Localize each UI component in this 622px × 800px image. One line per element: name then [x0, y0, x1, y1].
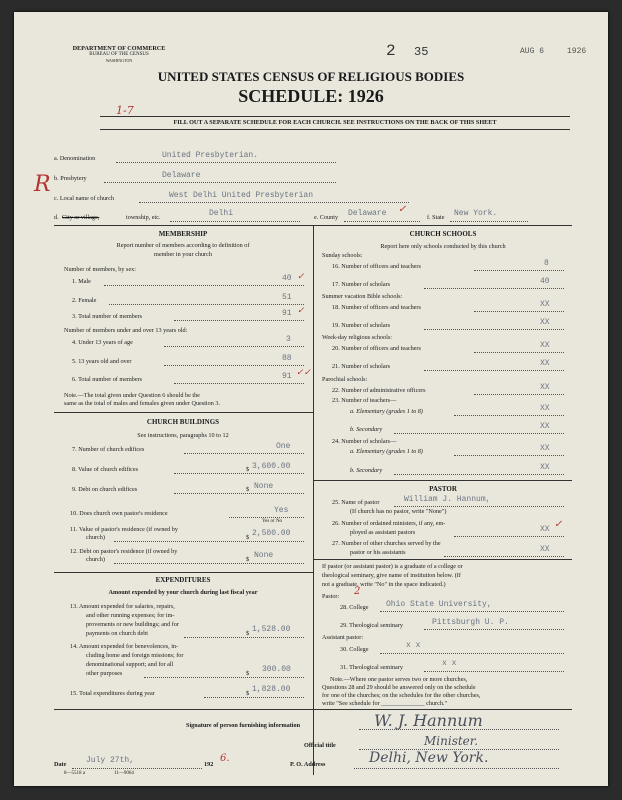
weekday-label: Week-day religious schools: — [322, 334, 392, 341]
denomination-label: a. Denomination — [54, 155, 96, 162]
church-name-value: West Delhi United Presbyterian — [169, 191, 314, 200]
pastor-number: 2 — [354, 586, 361, 597]
stamp-number: 35 — [414, 45, 429, 59]
by-age-label: Number of members under and over 13 years old: — [64, 327, 188, 334]
pastor-note-4: write "See schedule for ______________ church." — [322, 700, 447, 707]
q13-value: 1,528.00 — [252, 625, 291, 634]
presbytery-label: b. Presbytery — [54, 175, 87, 182]
po-address-value: Delhi, New York. — [369, 750, 489, 766]
q13-label-4: payments on church debt — [86, 630, 149, 637]
q7-value: One — [276, 442, 291, 451]
q21-label: 21. Number of scholars — [332, 363, 391, 370]
q31-label: 31. Theological seminary — [340, 664, 403, 671]
q3-label: 3. Total number of members — [72, 313, 143, 320]
q30-value: x x — [406, 641, 421, 650]
q27-label-2: pastor or his assistants — [350, 549, 406, 556]
q25-value: William J. Hannum, — [404, 495, 491, 504]
q27-label-1: 27. Number of other churches served by the — [332, 540, 441, 547]
q14-label-4: other purposes — [86, 670, 123, 677]
q26-value: XX — [540, 525, 550, 534]
buildings-see: See instructions, paragraphs 10 to 12 — [137, 432, 229, 439]
form-title: UNITED STATES CENSUS OF RELIGIOUS BODIES — [157, 69, 465, 84]
parochial-label: Parochial schools: — [322, 376, 368, 383]
church-name-label: c. Local name of church — [54, 195, 114, 202]
q2-value: 51 — [282, 293, 292, 302]
q5-label: 5. 13 years old and over — [72, 358, 132, 365]
membership-intro-2: member in your church — [154, 251, 212, 258]
assistant-pastor-subheading: Assistant pastor: — [322, 634, 364, 641]
q14-label-1: 14. Amount expended for benevolences, in- — [70, 643, 179, 650]
q12-value: None — [254, 551, 274, 560]
q15-label: 15. Total expenditures during year — [70, 690, 155, 697]
q24a-value: XX — [540, 444, 550, 453]
pastor-note-1: Note.—Where one pastor serves two or more churches, — [330, 676, 468, 683]
q16-value: 8 — [544, 259, 549, 268]
q17-value: 40 — [540, 277, 550, 286]
city-label: WASHINGTON — [105, 58, 133, 63]
q8-label: 8. Value of church edifices — [72, 466, 139, 473]
po-address-label: P. O. Address — [290, 761, 326, 768]
q13-label-1: 13. Amount expended for salaries, repairs, — [70, 603, 175, 610]
q18-label: 18. Number of officers and teachers — [332, 304, 421, 311]
stamp-year: 1926 — [567, 47, 587, 56]
state-value: New York. — [454, 209, 498, 218]
membership-intro-1: Report number of members according to definition of — [116, 242, 250, 249]
form-subtitle: SCHEDULE: 1926 — [238, 86, 384, 106]
q3-value: 91 — [282, 309, 292, 318]
department-label: DEPARTMENT OF COMMERCE — [72, 45, 166, 52]
q6-label: 6. Total number of members — [72, 376, 143, 383]
official-title-label: Official title — [304, 742, 336, 749]
year-value: 6. — [220, 753, 230, 764]
city-label-struck: City or village, — [62, 214, 100, 221]
q24a-label: a. Elementary (grades 1 to 8) — [350, 448, 423, 455]
q15-value: 1,828.00 — [252, 685, 291, 694]
city-value: Delhi — [209, 209, 234, 218]
check-mark-icon: ✓ — [398, 204, 407, 215]
check-mark-icon: ✓ — [554, 519, 563, 530]
pastor-title: PASTOR — [429, 485, 457, 493]
q9-value: None — [254, 482, 274, 491]
form-number-2: 11—9064 — [114, 771, 134, 776]
q14-label-3: denominational support; and for all — [86, 661, 174, 668]
buildings-title: CHURCH BUILDINGS — [146, 418, 220, 426]
q2-label: 2. Female — [72, 297, 97, 304]
state-label: f. State — [427, 214, 445, 221]
sunday-label: Sunday schools: — [322, 252, 363, 259]
expenditures-title: EXPENDITURES — [155, 576, 211, 584]
bureau-label: BUREAU OF THE CENSUS — [89, 52, 149, 57]
graduate-note-2: theological seminary, give name of institution below. (If — [322, 572, 461, 579]
membership-title: MEMBERSHIP — [158, 230, 208, 238]
form-number: 8—5518 a — [64, 771, 85, 776]
official-title-value: Minister. — [424, 734, 479, 748]
q1-label: 1. Male — [72, 278, 91, 285]
q17-label: 17. Number of scholars — [332, 281, 391, 288]
q23a-label: a. Elementary (grades 1 to 8) — [350, 408, 423, 415]
presbytery-value: Delaware — [162, 171, 201, 180]
q14-label-2: cluding home and foreign missions; for — [86, 652, 184, 659]
date-label: Date — [54, 761, 67, 768]
year-label: 192 — [204, 761, 214, 768]
signature-value: W. J. Hannum — [374, 711, 483, 730]
q18-value: XX — [540, 300, 550, 309]
q4-label: 4. Under 13 years of age — [72, 339, 133, 346]
q23b-value: XX — [540, 422, 550, 431]
yes-no-hint: Yes or No — [262, 519, 283, 524]
city-label-prefix: d. — [54, 214, 59, 221]
q26-label-2: ployed as assistant pastors — [350, 529, 416, 536]
pastor-note-3: for one of the churches; on the schedules for the other churches, — [322, 692, 481, 699]
q23a-value: XX — [540, 404, 550, 413]
q11-label-1: 11. Value of pastor's residence (if owned by — [70, 526, 178, 533]
margin-r: R — [34, 172, 51, 197]
q28-label: 28. College — [340, 604, 369, 611]
check-mark-icon: ✓ — [297, 272, 305, 282]
signature-label: Signature of person furnishing information — [186, 722, 301, 729]
county-label: e. County — [314, 214, 339, 221]
q22-value: XX — [540, 383, 550, 392]
expenditures-intro: Amount expended by your church during last fiscal year — [108, 589, 258, 596]
q30-label: 30. College — [340, 646, 369, 653]
township-label: township, etc. — [126, 214, 161, 221]
q26-label-1: 26. Number of ordained ministers, if any, em- — [332, 520, 446, 527]
by-sex-label: Number of members, by sex: — [64, 266, 136, 273]
membership-note-1: Note.—The total given under Question 6 should be the — [64, 392, 200, 399]
summer-label: Summer vacation Bible schools: — [322, 293, 403, 300]
date-value: July 27th, — [86, 756, 135, 765]
q25-note: (If church has no pastor, write "None") — [350, 508, 447, 515]
graduate-note-1: If pastor (or assistant pastor) is a graduate of a college or — [322, 563, 463, 570]
q13-label-3: provements or new buildings; and for — [86, 621, 179, 628]
q9-label: 9. Debt on church edifices — [72, 486, 138, 493]
q1-value: 40 — [282, 274, 292, 283]
q29-label: 29. Theological seminary — [340, 622, 403, 629]
pastor-note-2: Questions 28 and 29 should be answered only on the schedule — [322, 684, 476, 691]
q20-value: XX — [540, 341, 550, 350]
q6-value: 91 — [282, 372, 292, 381]
q4-value: 3 — [286, 335, 291, 344]
graduate-note-3: not a graduate, write "No" in the space indicated.) — [322, 581, 446, 588]
margin-note: 1-7 — [116, 104, 134, 117]
check-mark-icon: ✓ — [297, 306, 305, 316]
q22-label: 22. Number of administrative officers — [332, 387, 426, 394]
pastor-subheading: Pastor: — [322, 593, 340, 600]
q19-value: XX — [540, 318, 550, 327]
q24-label: 24. Number of scholars— — [332, 438, 397, 445]
check-mark-icon: ✓✓ — [296, 368, 312, 378]
stamp-date: AUG 6 — [520, 47, 545, 56]
schools-intro: Report here only schools conducted by this church — [380, 243, 506, 250]
q23-label: 23. Number of teachers— — [332, 397, 397, 404]
denomination-value: United Presbyterian. — [162, 151, 259, 160]
q11-label-2: church) — [86, 534, 105, 541]
q28-value: Ohio State University, — [386, 600, 492, 609]
q29-value: Pittsburgh U. P. — [432, 618, 509, 627]
q13-label-2: and other running expenses; for im- — [86, 612, 175, 619]
q5-value: 88 — [282, 354, 292, 363]
q11-value: 2,500.00 — [252, 529, 291, 538]
county-value: Delaware — [348, 209, 387, 218]
q31-value: x x — [442, 659, 457, 668]
schools-title: CHURCH SCHOOLS — [409, 230, 477, 238]
q7-label: 7. Number of church edifices — [72, 446, 145, 453]
instruction-line: FILL OUT A SEPARATE SCHEDULE FOR EACH CHURCH. SEE INSTRUCTIONS ON THE BACK OF THIS SHEET — [173, 119, 497, 126]
q14-value: 300.00 — [262, 665, 291, 674]
q27-value: XX — [540, 545, 550, 554]
census-schedule-sheet: DEPARTMENT OF COMMERCE BUREAU OF THE CENSUS WASHINGTON 2 35 AUG 6 1926 UNITED STATES CENSUS OF RELIGIOUS BODIES SCHEDULE: 1926 1-7 FILL OUT A SEPARATE SCHEDULE FOR EACH CHURCH. SEE INSTRUCTIONS ON THE BACK OF THIS SHEET R a. Denomination United Presbyterian. b. Presbytery Delaware c. Local name of church West Delhi United Presbyterian d. City or village, township, etc. Delhi e. County Delaware ✓ f. State New York. MEMBERSHIP Report number of members according to definition of member in your church Number of members, by sex: 1. Male 40 2. Female 51 3. Total number of members 91 Number of members under and over 13 years old: 4. Under 13 years of age 3 5. 13 years old and over 88 6. Total number of members 91 Note.—The total given under Question 6 should be the same as the total of males and females given under Question 3. CHURCH BUILDINGS See instructions, paragraphs 10 to 12 7. Number of church edifices One 8. Value of church edifices $ 3,600.00 9. Debt on church edifices $ None 10. Does church own pastor's residence Yes Yes or No 11. Value of pastor's residence (if owned by church) $ 2,500.00 12. Debt on pastor's residence (if owned by church) $ None EXPENDITURES Amount expended by your church during last fiscal year 13. Amount expended for salaries, repairs, and other running expenses; for im- provements or new buildings; and for payments on church debt $ 1,528.00 14. Amount expended for benevolences, in- cluding home and foreign missions; for denominational support; and for all other purposes $ 300.00 15. Total expenditures during year $ 1,828.00 CHURCH SCHOOLS Report here only schools conducted by this church Sunday schools: 16. Number of officers and teachers 8 17. Number of scholars 40 Summer vacation Bible schools: 18. Number of officers and teachers XX 19. Number of scholars XX Week-day religious schools: 20. Number of officers and teachers XX 21. Number of scholars XX Parochial schools: 22. Number of administrative officers XX 23. Number of teachers— a. Elementary (grades 1 to 8) XX b. Secondary XX 24. Number of scholars— a. Elementary (grades 1 to 8) XX b. Secondary XX PASTOR 25. Name of pastor William J. Hannum, (If church has no pastor, write "None") 26. Number of ordained ministers, if any, em- ployed as assistant pastors XX 27. Number of other churches served by the pastor or his assistants XX If pastor (or assistant pastor) is a graduate of a college or theological seminary, give name of institution below. (If not a graduate, write "No" in the space indicated.) Pastor: 2 28. College Ohio State University, 29. Theological seminary Pittsburgh U. P. Assistant pastor: 30. College x x 31. Theological seminary x x Note.—Where one pastor serves two or more churches, Questions 28 and 29 should be answered only on the schedule for one of the churches; on the schedules for the other churches, write "See schedule for ______________ church." Signature of person furnishing information W. J. Hannum Official title Minister. Date July 27th, 192 6. P. O. Address Delhi, New York. 8—5518 a 11—9064 ✓ ✓ ✓✓ ✓ — [14, 12, 608, 786]
q10-value: Yes — [274, 506, 289, 515]
q12-label-1: 12. Debt on pastor's residence (if owned by — [70, 548, 178, 555]
q23b-label: b. Secondary — [350, 426, 383, 433]
q19-label: 19. Number of scholars — [332, 322, 391, 329]
membership-note-2: same as the total of males and females given under Question 3. — [64, 400, 221, 407]
q8-value: 3,600.00 — [252, 462, 291, 471]
q20-label: 20. Number of officers and teachers — [332, 345, 421, 352]
q24b-value: XX — [540, 463, 550, 472]
q25-label: 25. Name of pastor — [332, 499, 380, 506]
q16-label: 16. Number of officers and teachers — [332, 263, 421, 270]
q24b-label: b. Secondary — [350, 467, 383, 474]
stamp-left: 2 — [386, 42, 396, 60]
q21-value: XX — [540, 359, 550, 368]
q12-label-2: church) — [86, 556, 105, 563]
q10-label: 10. Does church own pastor's residence — [70, 510, 168, 517]
